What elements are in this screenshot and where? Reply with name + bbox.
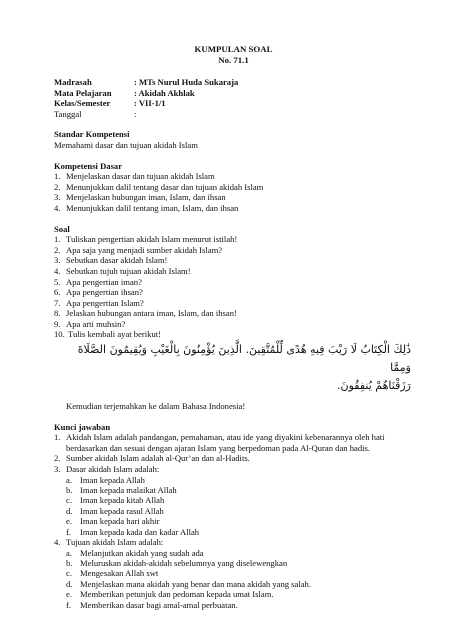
list-item: 2. Menunjukkan dalil tentang dasar dan tujuan akidah Islam xyxy=(54,181,264,192)
arabic-verse xyxy=(54,341,413,395)
list-item-continuation: berdasarkan dan sesuai dengan ajaran Islam yang berpedoman pada Al-Quran dan hadis. xyxy=(66,442,371,453)
meta-value: : xyxy=(134,108,137,119)
section-heading: Standar Kompetensi xyxy=(54,129,130,140)
translate-note: Kemudian terjemahkan ke dalam Bahasa Indonesia! xyxy=(66,401,246,412)
sub-list xyxy=(54,548,413,610)
list-item: 9. Apa arti muhsin? xyxy=(54,318,126,329)
arabic-verse-line: ذَٰلِكَ الْكِتَابُ لَا رَيْبَ فِيهِ هُدًى لِّلْمُتَّقِينَ. الَّذِينَ يُؤْمِنُونَ بِالْغَيْبِ وَيُقِيمُونَ الصَّلَاةَ وَمِمَّا xyxy=(77,343,411,375)
section-heading: Kompetensi Dasar xyxy=(54,160,123,171)
meta-key: Kelas/Semester xyxy=(54,98,111,109)
soal-section xyxy=(54,224,413,412)
standar-section xyxy=(54,129,413,150)
sub-item: f. Iman kepada kada dan kadar Allah xyxy=(66,526,200,537)
sub-item: e. Memberikan petunjuk dan pedoman kepada umat Islam. xyxy=(66,589,274,600)
list-item: 1. Menjelaskan dasar dan tujuan akidah Islam xyxy=(54,171,215,182)
kunci-section xyxy=(54,422,413,610)
list-item: 2. Apa saja yang menjadi sumber akidah Islam? xyxy=(54,244,223,255)
sub-item: f. Memberikan dasar bagi amal-amal perbuatan. xyxy=(66,599,238,610)
sub-item: d. Menjelaskan mana akidah yang benar dan mana akidah yang salah. xyxy=(66,578,311,589)
arabic-verse-line: رَزَقْنَاهُمْ يُنفِقُونَ. xyxy=(337,379,411,393)
meta-row xyxy=(54,109,413,120)
meta-value: : MTs Nurul Huda Sukaraja xyxy=(134,77,239,87)
sub-list xyxy=(54,475,413,537)
document-number: No. 71.1 xyxy=(218,54,249,65)
list-item: 6. Apa pengertian ihsan? xyxy=(54,287,143,298)
section-heading: Soal xyxy=(54,223,70,234)
sub-item: a. Melanjutkan akidah yang sudah ada xyxy=(66,547,204,558)
document-title: KUMPULAN SOAL xyxy=(194,44,273,54)
meta-row xyxy=(54,98,413,109)
meta-block xyxy=(54,77,413,119)
sub-item: d. Iman kepada rasul Allah xyxy=(66,505,164,516)
list-item: 4. Tujuan akidah Islam adalah: xyxy=(54,537,164,548)
list-item: 1. Tuliskan pengertian akidah Islam menurut istilah! xyxy=(54,234,238,245)
sub-item: e. Iman kepada hari akhir xyxy=(66,516,160,527)
meta-value: : Akidah Akhlak xyxy=(134,87,195,98)
sub-item: c. Mengesakan Allah swt xyxy=(66,568,159,579)
kompetensi-section xyxy=(54,161,413,214)
meta-row xyxy=(54,88,413,99)
section-heading: Kunci jawaban xyxy=(54,421,111,432)
meta-value: : VII-1/1 xyxy=(134,98,166,109)
meta-key: Tanggal xyxy=(54,108,82,119)
list-item: 4. Menunjukkan dalil tentang iman, Islam, dan ihsan xyxy=(54,202,239,213)
sub-item: a. Iman kepada Allah xyxy=(66,474,145,485)
list-item: 8. Jelaskan hubungan antara iman, Islam, dan ihsan! xyxy=(54,308,237,319)
sub-item: b. Iman kepada malaikat Allah xyxy=(66,485,177,496)
sub-item: c. Iman kepada kitab Allah xyxy=(66,495,165,506)
list-item: 5. Apa pengertian iman? xyxy=(54,276,142,287)
list-item: 3. Menjelaskan hubungan iman, Islam, dan ihsan xyxy=(54,192,226,203)
list-item: 1. Akidah Islam adalah pandangan, pemahaman, atau ide yang diyakini kebenarannya oleh hati xyxy=(54,432,385,443)
list-item: 4. Sebutkan tujuh tujuan akidah Islam! xyxy=(54,265,191,276)
list-item: 10. Tulis kembali ayat berikut! xyxy=(54,329,162,340)
meta-key: Mata Pelajaran xyxy=(54,87,112,98)
list-item: 3. Sebutkan dasar akidah Islam! xyxy=(54,255,168,266)
list-item: 2. Sumber akidah Islam adalah al-Qur’an dan al-Hadits. xyxy=(54,453,250,464)
meta-key: Madrasah xyxy=(54,77,92,87)
list-item: 3. Dasar akidah Islam adalah: xyxy=(54,464,160,475)
meta-row xyxy=(54,77,413,88)
list-item: 7. Apa pengertian Islam? xyxy=(54,297,144,308)
sub-item: b. Meluruskan akidah-akidah sebelumnya yang diselewengkan xyxy=(66,558,288,569)
standar-text: Memahami dasar dan tujuan akidah Islam xyxy=(54,139,198,150)
